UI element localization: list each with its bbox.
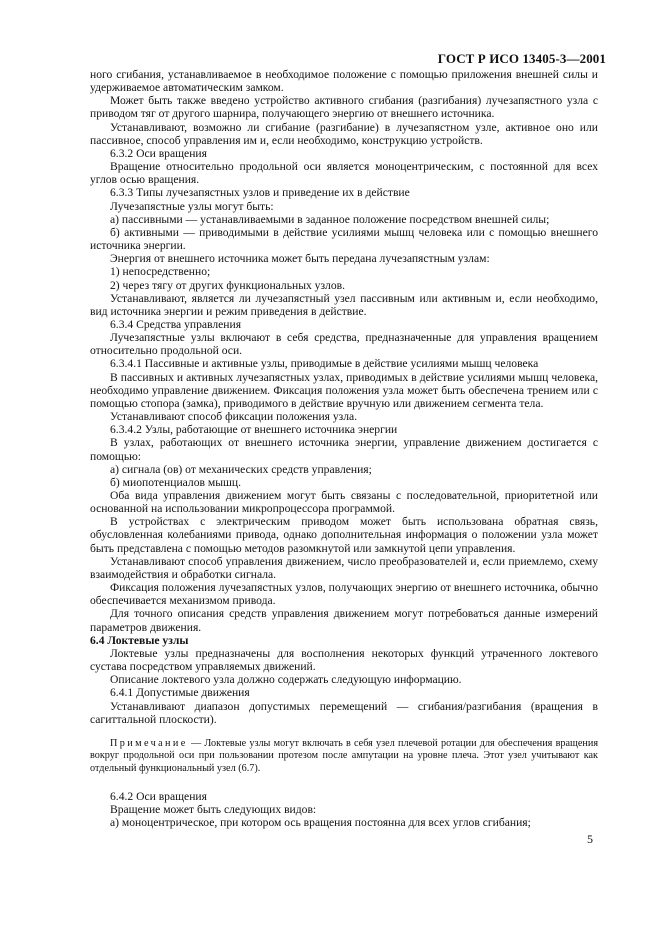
text-paragraph: В устройствах с электрическим приводом может быть использована обратная связь, обусловленная колебаниями привода, однако дополнительная информация о положении узла может быть представлена с помощью методов разомкнутой или замкнутой цепи управления. (90, 515, 598, 555)
text-paragraph: Лучезапястные узлы могут быть: (110, 199, 274, 213)
text-paragraph: б) активными — приводимыми в действие усилиями мышц человека или с помощью внешнего источника энергии. (90, 225, 598, 253)
section-heading: 6.3.4 Средства управления (110, 317, 242, 331)
section-heading: 6.4.1 Допустимые движения (110, 686, 250, 700)
text-paragraph: В узлах, работающих от внешнего источника энергии, управление движением достигается с помощью: (90, 436, 598, 463)
text-paragraph: а) моноцентрическое, при котором ось вращения постоянна для всех углов сгибания; (110, 815, 531, 829)
text-paragraph: Может быть также введено устройство активного сгибания (разгибания) лучезапястного узла с приводом тяг от другого шарнира, получающего энергию от внешнего источника. (90, 94, 598, 121)
text-paragraph: Описание локтевого узла должно содержать следующую информацию. (110, 673, 462, 687)
section-heading: 6.3.4.2 Узлы, работающие от внешнего источника энергии (110, 423, 398, 437)
text-paragraph: Устанавливают, возможно ли сгибание (разгибание) в лучезапястном узле, активное оно или пассивное, способ управления им и, если необходимо, конструкцию устройств. (90, 120, 598, 147)
text-paragraph: б) миопотенциалов мышц. (110, 475, 242, 489)
text-paragraph: Лучезапястные узлы включают в себя средства, предназначенные для управления вращением относительно продольной оси. (90, 331, 598, 358)
text-paragraph: Вращение может быть следующих видов: (110, 802, 317, 816)
section-heading: 6.3.3 Типы лучезапястных узлов и приведение их в действие (110, 186, 410, 200)
document-header: ГОСТ Р ИСО 13405-3—2001 (437, 51, 606, 66)
document-body (90, 68, 598, 829)
section-heading: 6.4.2 Оси вращения (110, 789, 207, 803)
text-paragraph: 1) непосредственно; (110, 265, 211, 279)
text-paragraph: а) пассивными — устанавливаемыми в заданное положение посредством внешней силы; (110, 212, 550, 226)
text-paragraph: Устанавливают способ управления движением, число преобразователей и, если приемлемо, схему взаимодействия и обработки сигнала. (90, 554, 598, 581)
text-paragraph: Фиксация положения лучезапястных узлов, получающих энергию от внешнего источника, обычно обеспечивается механизмом привода. (90, 581, 598, 608)
text-paragraph: Оба вида управления движением могут быть связаны с последовательной, приоритетной или основанной на использовании микропроцессора программой. (90, 489, 598, 516)
note-label: Примечание (110, 737, 188, 749)
section-heading: 6.4 Локтевые узлы (90, 633, 189, 647)
page-number: 5 (587, 832, 593, 846)
note-text: — Локтевые узлы могут включать в себя узел плечевой ротации для обеспечения вращения вокруг продольной оси при пользовании протезом после ампутации на уровне плеча. Этот узел учитывают как отдельный функциональный узел (6.7). (90, 737, 598, 774)
paragraphs-before-note (90, 68, 598, 726)
text-paragraph: Для точного описания средств управления движением могут потребоваться данные измерений параметров движения. (90, 607, 598, 634)
section-heading: 6.3.2 Оси вращения (110, 146, 207, 160)
text-paragraph: 2) через тягу от других функциональных узлов. (110, 278, 346, 292)
text-paragraph: Вращение относительно продольной оси является моноцентрическим, с постоянной для всех углов осью вращения. (90, 160, 598, 187)
note-paragraph (90, 738, 598, 776)
text-paragraph: Устанавливают способ фиксации положения узла. (110, 410, 358, 424)
text-paragraph: Устанавливают диапазон допустимых перемещений — сгибания/разгибания (вращения в сагиттальной плоскости). (90, 699, 598, 726)
paragraphs-after-note (90, 790, 598, 829)
text-paragraph: а) сигнала (ов) от механических средств управления; (110, 462, 372, 476)
text-paragraph: В пассивных и активных лучезапястных узлах, приводимых в действие усилиями мышц человека, необходимо управление движением. Фиксация положения узла может быть обеспечена трением или с помощью стопора (замка), приводимого в действие вручную или движением сегмента тела. (90, 370, 598, 410)
text-paragraph: Локтевые узлы предназначены для восполнения некоторых функций утраченного локтевого сустава посредством управляемых движений. (90, 646, 598, 674)
section-heading: 6.3.4.1 Пассивные и активные узлы, приводимые в действие усилиями мышц человека (110, 357, 539, 371)
text-paragraph: Энергия от внешнего источника может быть передана лучезапястным узлам: (110, 252, 490, 266)
text-paragraph: ного сгибания, устанавливаемое в необходимое положение с помощью приложения внешней силы и удерживаемое автоматическим замком. (90, 68, 598, 95)
text-paragraph: Устанавливают, является ли лучезапястный узел пассивным или активным и, если необходимо, вид источника энергии и режим приведения в действие. (90, 291, 598, 318)
